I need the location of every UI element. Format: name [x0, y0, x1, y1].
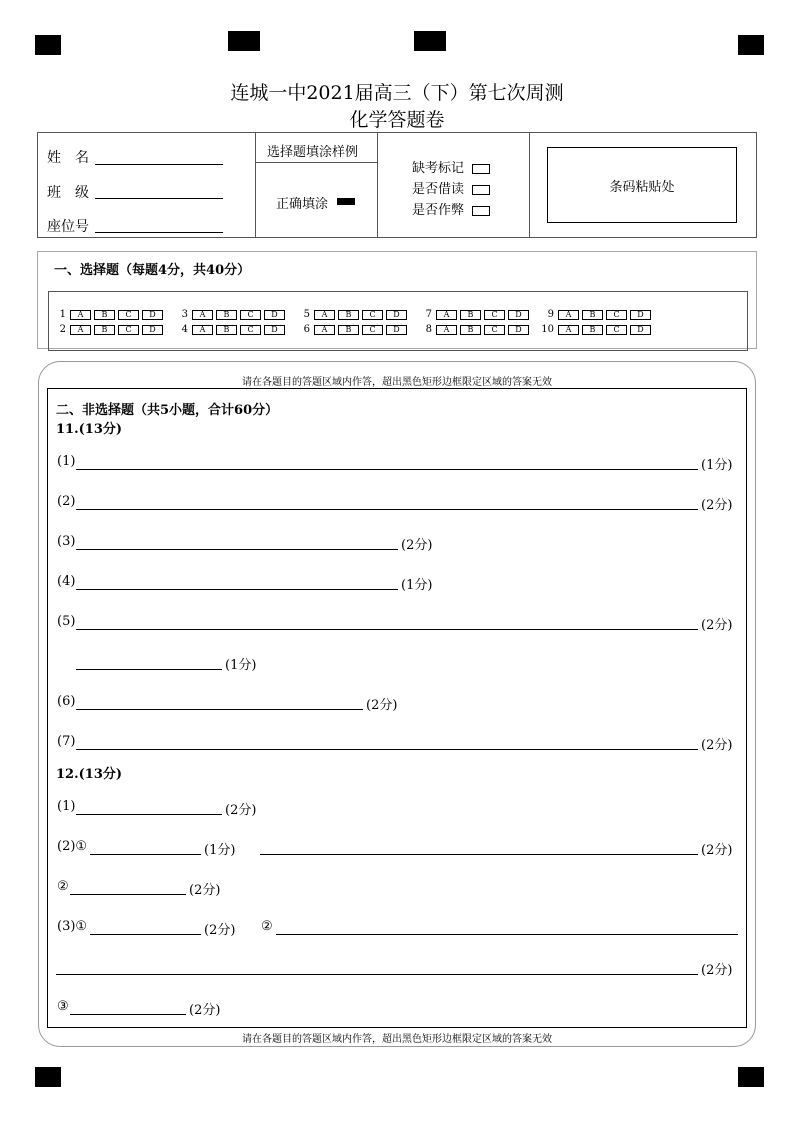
notice-bottom: 请在各题目的答题区域内作答，超出黑色矩形边框限定区域的答案无效: [242, 1034, 552, 1045]
q11-4-answer-line[interactable]: [76, 589, 398, 590]
q11-2-label: (2): [57, 494, 76, 509]
q12-1-label: (1): [57, 799, 76, 814]
q12-3-iii-points: (2分): [189, 1003, 221, 1018]
correct-fill-sample: [337, 198, 355, 205]
q12-2-ii-points: (2分): [189, 883, 221, 898]
q12-2a-answer-line[interactable]: [90, 854, 201, 855]
seat-label: 座位号: [47, 219, 89, 235]
notice-top: 请在各题目的答题区域内作答，超出黑色矩形边框限定区域的答案无效: [242, 377, 552, 388]
registration-mark-top-left: [35, 35, 61, 55]
q12-1-answer-line[interactable]: [76, 814, 222, 815]
q12-3a-points: (2分): [204, 923, 236, 938]
q11-3-label: (3): [57, 534, 76, 549]
registration-mark-top-right: [738, 35, 764, 55]
q11-2-answer-line[interactable]: [76, 509, 698, 510]
absent-flag-label: 缺考标记: [412, 161, 465, 176]
q12-2-label: (2)①: [57, 839, 88, 854]
q11-7-answer-line[interactable]: [76, 749, 698, 750]
q12-3-ii-label: ②: [261, 919, 273, 934]
q11-5-answer-line[interactable]: [76, 629, 698, 630]
name-field[interactable]: [95, 164, 223, 165]
choice-row-q4[interactable]: 4 A B C D: [174, 324, 288, 335]
q11-6-label: (6): [57, 694, 76, 709]
q12-1-points: (2分): [225, 803, 257, 818]
choice-row-q6[interactable]: 6 A B C D: [296, 324, 410, 335]
q11-5-label: (5): [57, 614, 76, 629]
choice-row-q7[interactable]: 7 A B C D: [418, 309, 532, 320]
choice-row-q9[interactable]: 9 A B C D: [540, 309, 654, 320]
visiting-flag-checkbox[interactable]: [472, 185, 490, 195]
q11-5-extra-answer-line[interactable]: [76, 669, 222, 670]
q11-4-label: (4): [57, 574, 76, 589]
choice-row-q1[interactable]: 1 A B C D: [52, 309, 166, 320]
q12-3-label: (3)①: [57, 919, 88, 934]
q11-6-points: (2分): [366, 698, 398, 713]
visiting-flag-label: 是否借读: [412, 182, 465, 197]
seat-field[interactable]: [95, 232, 223, 233]
section1-title: 一、选择题（每题4分，共40分）: [54, 263, 251, 278]
q12-3a-answer-line[interactable]: [90, 934, 201, 935]
registration-mark-top-center-left: [228, 31, 260, 51]
q12-2b-points: (2分): [701, 843, 733, 858]
q12-2-ii-answer-line[interactable]: [70, 894, 186, 895]
q11-4-points: (1分): [401, 578, 433, 593]
q11-6-answer-line[interactable]: [76, 709, 363, 710]
q12-3-iii-answer-line[interactable]: [70, 1014, 186, 1015]
choice-row-q3[interactable]: 3 A B C D: [174, 309, 288, 320]
q12-title: 12.(13分): [56, 767, 123, 782]
q12-2b-answer-line[interactable]: [260, 854, 698, 855]
choice-row-q8[interactable]: 8 A B C D: [418, 324, 532, 335]
choice-row-q2[interactable]: 2 A B C D: [52, 324, 166, 335]
q11-5-extra-points: (1分): [225, 658, 257, 673]
q11-2-points: (2分): [701, 498, 733, 513]
registration-mark-bottom-right: [738, 1067, 764, 1087]
q11-7-label: (7): [57, 734, 76, 749]
cheating-flag-checkbox[interactable]: [472, 206, 490, 216]
q11-title: 11.(13分): [56, 422, 123, 437]
q11-7-points: (2分): [701, 738, 733, 753]
q12-3b-answer-line[interactable]: [276, 934, 738, 935]
page-title: 连城一中2021届高三（下）第七次周测: [230, 82, 564, 104]
cheating-flag-label: 是否作弊: [412, 203, 465, 218]
choice-grid-box: [48, 291, 748, 351]
absent-flag-checkbox[interactable]: [472, 164, 490, 174]
q12-2a-points: (1分): [204, 843, 236, 858]
registration-mark-top-center-right: [414, 31, 446, 51]
q11-3-answer-line[interactable]: [76, 549, 398, 550]
q12-3-iii-label: ③: [57, 999, 69, 1014]
choice-row-q10[interactable]: 10 A B C D: [536, 324, 654, 335]
q11-1-label: (1): [57, 454, 76, 469]
class-label: 班 级: [47, 185, 89, 201]
q11-1-points: (1分): [701, 458, 733, 473]
q11-3-points: (2分): [401, 538, 433, 553]
page-subtitle: 化学答题卷: [349, 109, 445, 131]
q12-3b-continued-line[interactable]: [56, 974, 698, 975]
choice-row-q5[interactable]: 5 A B C D: [296, 309, 410, 320]
q11-1-answer-line[interactable]: [76, 469, 698, 470]
q12-3b-points: (2分): [701, 963, 733, 978]
section2-title: 二、非选择题（共5小题，合计60分）: [56, 403, 279, 418]
correct-fill-label: 正确填涂: [276, 197, 329, 212]
class-field[interactable]: [95, 198, 223, 199]
q11-5-points: (2分): [701, 618, 733, 633]
q12-2-ii-label: ②: [57, 879, 69, 894]
name-label: 姓 名: [47, 150, 89, 166]
fill-example-title: 选择题填涂样例: [267, 145, 359, 160]
registration-mark-bottom-left: [35, 1067, 61, 1087]
barcode-label: 条码粘贴处: [609, 180, 675, 195]
